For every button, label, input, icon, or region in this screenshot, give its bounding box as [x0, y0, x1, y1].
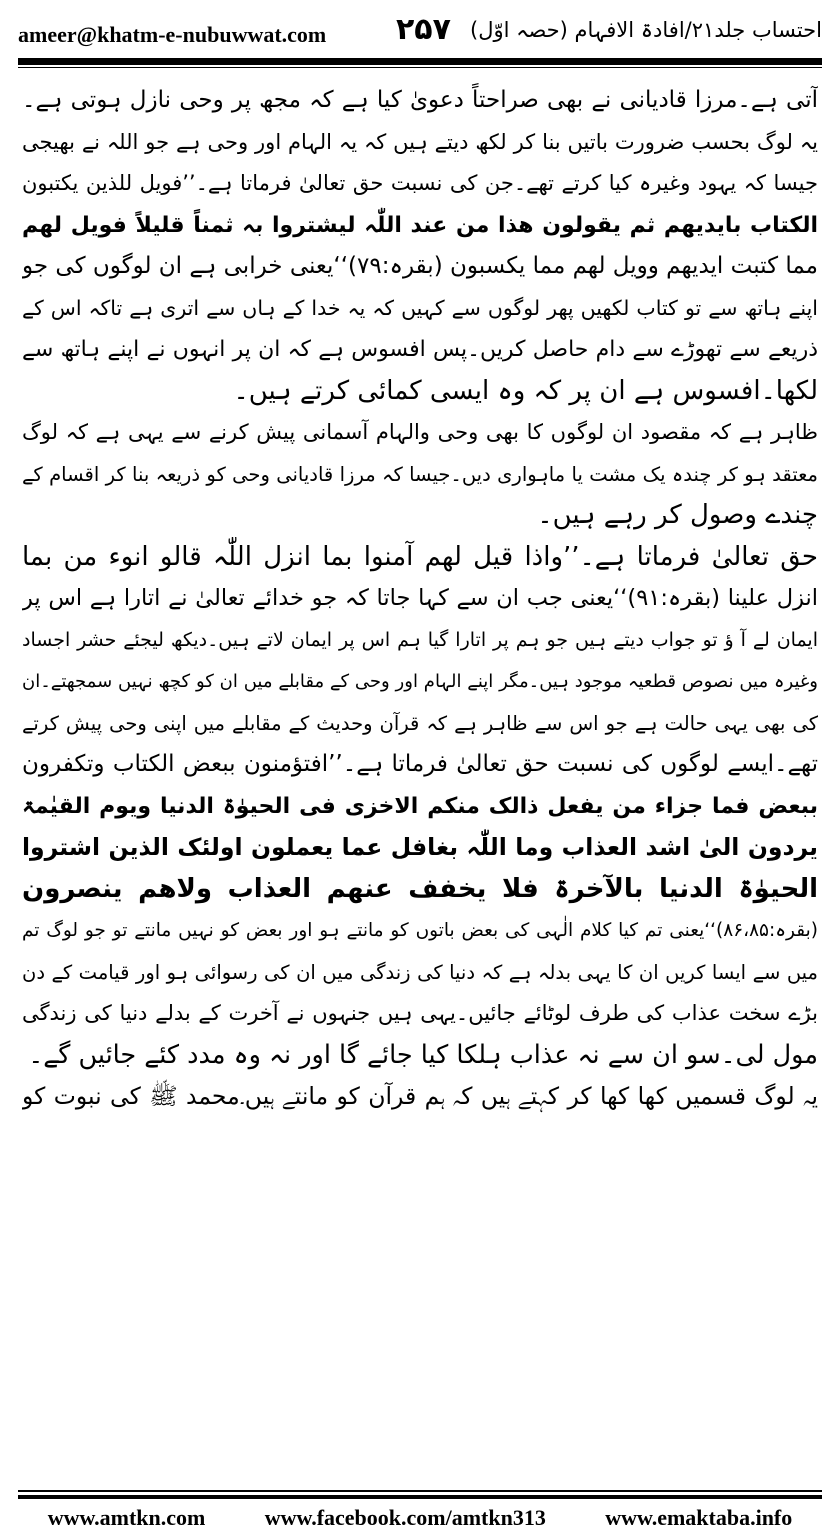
header-rule-thick: [18, 58, 822, 65]
text-line: ایمان لے آ ؤ تو جواب دیتے ہیں جو ہم پر اتارا گیا ہم اس پر ایمان لاتے ہیں۔دیکھ لیجئے حشر اجساد: [22, 628, 818, 651]
text-line: جیسا کہ یہود وغیرہ کیا کرتے تھے۔جن کی نسبت حق تعالیٰ فرماتا ہے۔’’فویل للذین یکتبون: [22, 171, 818, 195]
text-line: بڑے سخت عذاب کی طرف لوٹائے جائیں۔یہی ہیں جنہوں نے آخرت کے بدلے دنیا کی زندگی: [22, 1001, 818, 1025]
text-line: حق تعالیٰ فرماتا ہے۔’’واذا قیل لھم آمنوا بما انزل اللّٰہ قالو انوء من بما: [22, 541, 818, 572]
text-line: یردون الیٰ اشد العذاب وما اللّٰہ بغافل عما یعملون اولئک الذین اشتروا: [22, 833, 818, 861]
text-line: ذریعے سے تھوڑے سے دام حاصل کریں۔پس افسوس ہے کہ ان پر انہوں نے اپنے ہاتھ سے: [22, 337, 818, 362]
text-line: ببعض فما جزاء من یفعل ذالک منکم الاخزی فی الحیوٰۃ الدنیا ویوم القیٰمۃ: [22, 793, 818, 819]
header-rule-thin: [18, 67, 822, 68]
page-number: ۲۵۷: [396, 12, 451, 47]
text-line: اپنے ہاتھ سے تو کتاب لکھیں پھر لوگوں سے کہیں کہ یہ خدا کے ہاں سے اتری ہے تاکہ اس کے: [22, 295, 818, 320]
header-email[interactable]: ameer@khatm-e-nubuwwat.com: [18, 22, 327, 47]
footer-link-amtkn[interactable]: www.amtkn.com: [47, 1505, 206, 1530]
header-book-title: احتساب جلد۲۱/افادۃ الافہام (حصہ اوّل): [470, 18, 822, 42]
text-line: انزل علینا (بقرہ:۹۱)‘‘یعنی جب ان سے کہا جاتا کہ جو خدائے تعالیٰ نے اتارا ہے اس پر: [22, 585, 818, 611]
text-line: الحیوٰۃ الدنیا بالآخرۃ فلا یخفف عنھم العذاب ولاھم ینصرون: [22, 873, 818, 904]
footer-link-facebook[interactable]: www.facebook.com/amtkn313: [264, 1505, 546, 1530]
text-line: ظاہر ہے کہ مقصود ان لوگوں کا بھی وحی والہام آسمانی پیش کرنے سے یہی ہے کہ لوگ: [22, 420, 818, 444]
text-line: مول لی۔سو ان سے نہ عذاب ہلکا کیا جائے گا اور نہ وہ مدد کئے جائیں گے۔: [28, 1039, 818, 1070]
text-line: چندے وصول کر رہے ہیں۔: [537, 500, 818, 530]
page-header: [18, 10, 822, 60]
footer-rule-thick: [18, 1495, 822, 1499]
text-line: کی بھی یہی حالت ہے جو اس سے ظاہر ہے کہ قرآن وحدیث کے مقابلے میں اپنی وحی پیش کرتے: [22, 711, 818, 735]
text-line: میں سے ایسا کریں ان کا یہی بدلہ ہے کہ دنیا کی زندگی میں ان کی رسوائی ہو اور قیامت کے دن: [22, 960, 818, 984]
text-line: تھے۔ایسے لوگوں کی نسبت حق تعالیٰ فرماتا ہے۔’’افتؤمنون ببعض الکتاب وتکفرون: [22, 751, 818, 777]
text-line: (بقرہ:۸۶،۸۵)‘‘یعنی تم کیا کلام الٰہی کی بعض باتوں کو مانتے ہو اور بعض کو نہیں مانتے تو جو لوگ تم: [22, 920, 818, 941]
text-line: معتقد ہو کر چندہ یک مشت یا ماہواری دیں۔جیسا کہ مرزا قادیانی وحی کو ذریعہ بنا کر اقسام کے: [22, 462, 818, 486]
text-line: آتی ہے۔مرزا قادیانی نے بھی صراحتاً دعویٰ کیا ہے کہ مجھ پر وحی نازل ہوتی ہے۔: [22, 87, 818, 113]
text-line: لکھا۔افسوس ہے ان پر کہ وہ ایسی کمائی کرتے ہیں۔: [233, 375, 818, 406]
page-footer: [18, 1503, 822, 1533]
footer-link-emaktaba[interactable]: www.emaktaba.info: [605, 1505, 793, 1530]
page-body: [22, 80, 818, 1475]
footer-rule-thin: [18, 1490, 822, 1492]
text-line: یہ لوگ قسمیں کھا کھا کر کہتے ہیں کہ ہم قرآن کو مانتے ہیں۔محمد ﷺ کی نبوت کو: [22, 1082, 818, 1110]
text-line: یہ لوگ بحسب ضرورت باتیں بنا کر لکھ دیتے ہیں کہ یہ الہام اور وحی ہے جو اللہ نے بھیجی: [22, 129, 818, 154]
text-line: وغیرہ میں نصوص قطعیہ موجود ہیں۔مگر اپنے الہام اور وحی کے مقابلے میں ان کو کچھ نہیں سمجھتے۔ان: [22, 671, 818, 692]
text-line: مما کتبت ایدیھم وویل لھم مما یکسبون (بقرہ:۷۹)‘‘یعنی خرابی ہے ان لوگوں کی جو: [22, 253, 818, 279]
text-line: الکتاب بایدیھم ثم یقولون ھذا من عند اللّٰہ لیشتروا بہ ثمناً قلیلاً فویل لھم: [22, 212, 818, 238]
